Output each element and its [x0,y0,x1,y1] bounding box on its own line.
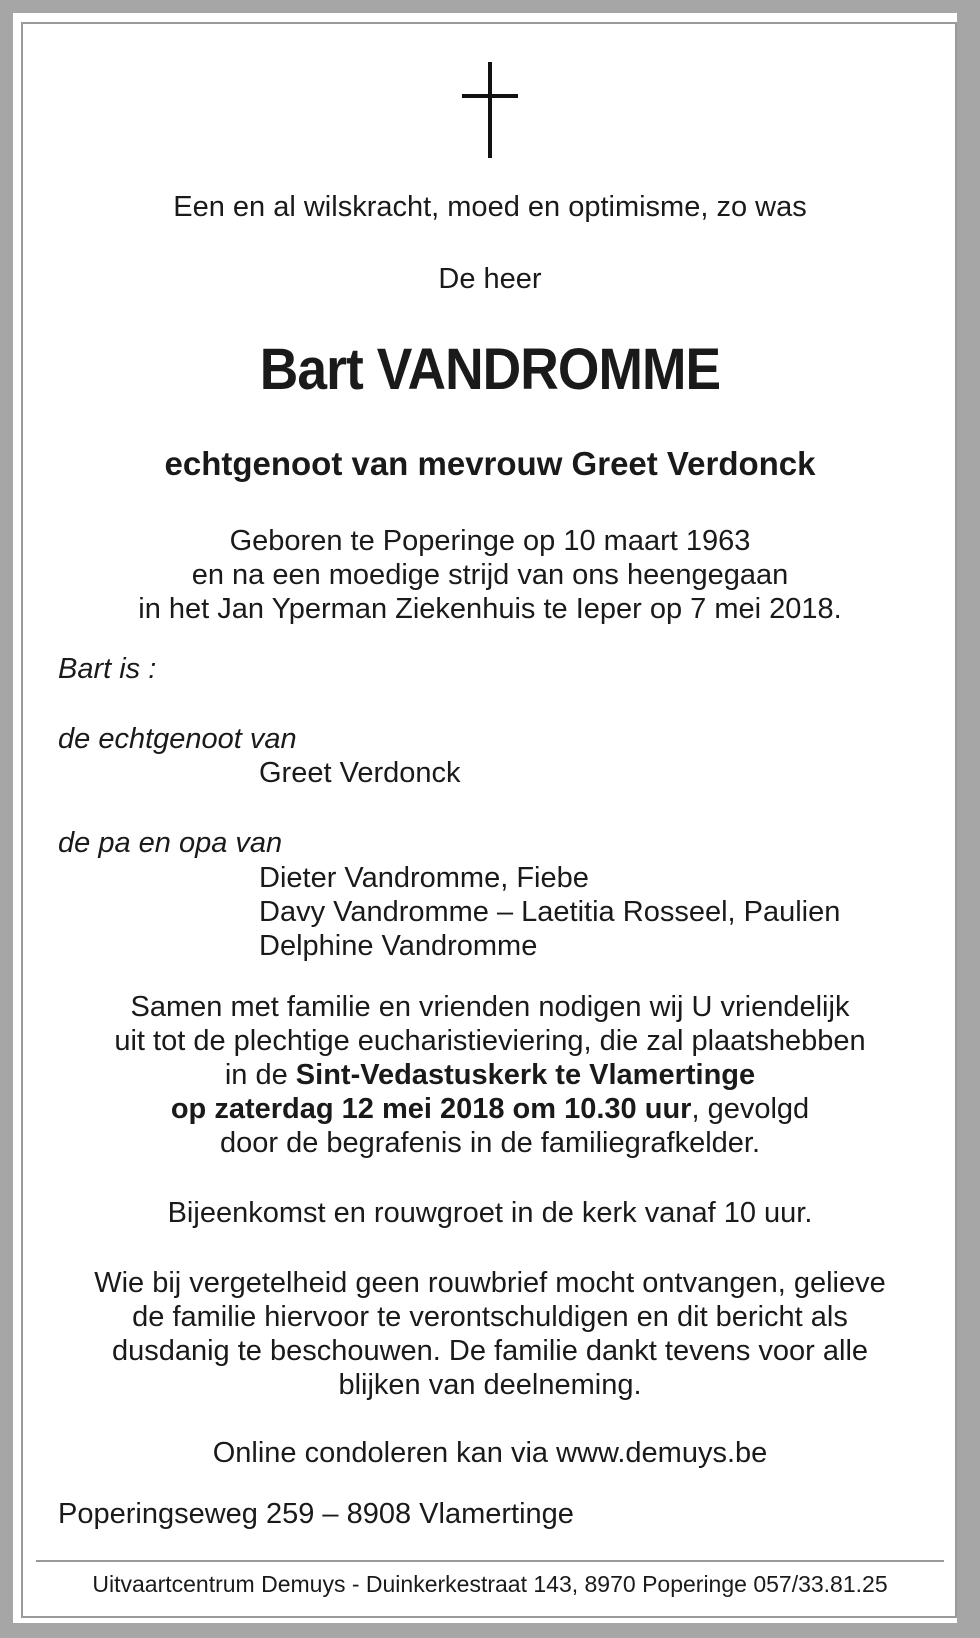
notice-line-4: blijken van deelneming. [338,1369,642,1401]
child-line: Delphine Vandromme [259,930,538,962]
notice-line-2: de familie hiervoor te verontschuldigen en dit bericht als [132,1301,848,1333]
home-address: Poperingseweg 259 – 8908 Vlamertinge [58,1498,574,1530]
service-line-5: door de begrafenis in de familiegrafkelder. [219,1127,761,1159]
service-line-3 [0,1058,980,1092]
service-line-1: Samen met familie en vrienden nodigen wij U vriendelijk [130,991,850,1023]
service-prefix: in de [224,1059,296,1091]
salutation: De heer [438,263,542,295]
birth-line-2: en na een moedige strijd van ons heengegaan [191,559,789,591]
church-name: Sint-Vedastuskerk te Vlamertinge [295,1059,756,1091]
child-line: Dieter Vandromme, Fiebe [259,862,589,894]
intro-text: Een en al wilskracht, moed en optimisme, zo was [173,191,807,223]
birth-line-1: Geboren te Poperinge op 10 maart 1963 [229,525,751,557]
gathering-text: Bijeenkomst en rouwgroet in de kerk vanaf 10 uur. [167,1197,813,1229]
service-suffix: , gevolgd [691,1093,810,1125]
child-line: Davy Vandromme – Laetitia Rosseel, Paulien [259,896,841,928]
deceased-name: Bart VANDROMME [259,337,721,402]
online-condolence: Online condoleren kan via www.demuys.be [212,1437,768,1469]
notice-line-1: Wie bij vergetelheid geen rouwbrief mocht ontvangen, gelieve [94,1267,886,1299]
service-date-time: op zaterdag 12 mei 2018 om 10.30 uur [170,1093,692,1125]
service-line-4 [0,1092,980,1126]
funeral-home-footer: Uitvaartcentrum Demuys - Duinkerkestraat 143, 8970 Poperinge 057/33.81.25 [92,1571,888,1597]
family-intro: Bart is : [58,653,157,685]
spouse-name: Greet Verdonck [259,757,461,789]
service-line-2: uit tot de plechtige eucharistieviering, die zal plaatshebben [114,1025,866,1057]
footer-divider [36,1560,944,1562]
spouse-line: echtgenoot van mevrouw Greet Verdonck [164,445,816,482]
spouse-label: de echtgenoot van [58,723,297,755]
children-label: de pa en opa van [58,827,283,859]
notice-line-3: dusdanig te beschouwen. De familie dankt tevens voor alle [111,1335,869,1367]
birth-line-3: in het Jan Yperman Ziekenhuis te Ieper op 7 mei 2018. [138,593,842,625]
